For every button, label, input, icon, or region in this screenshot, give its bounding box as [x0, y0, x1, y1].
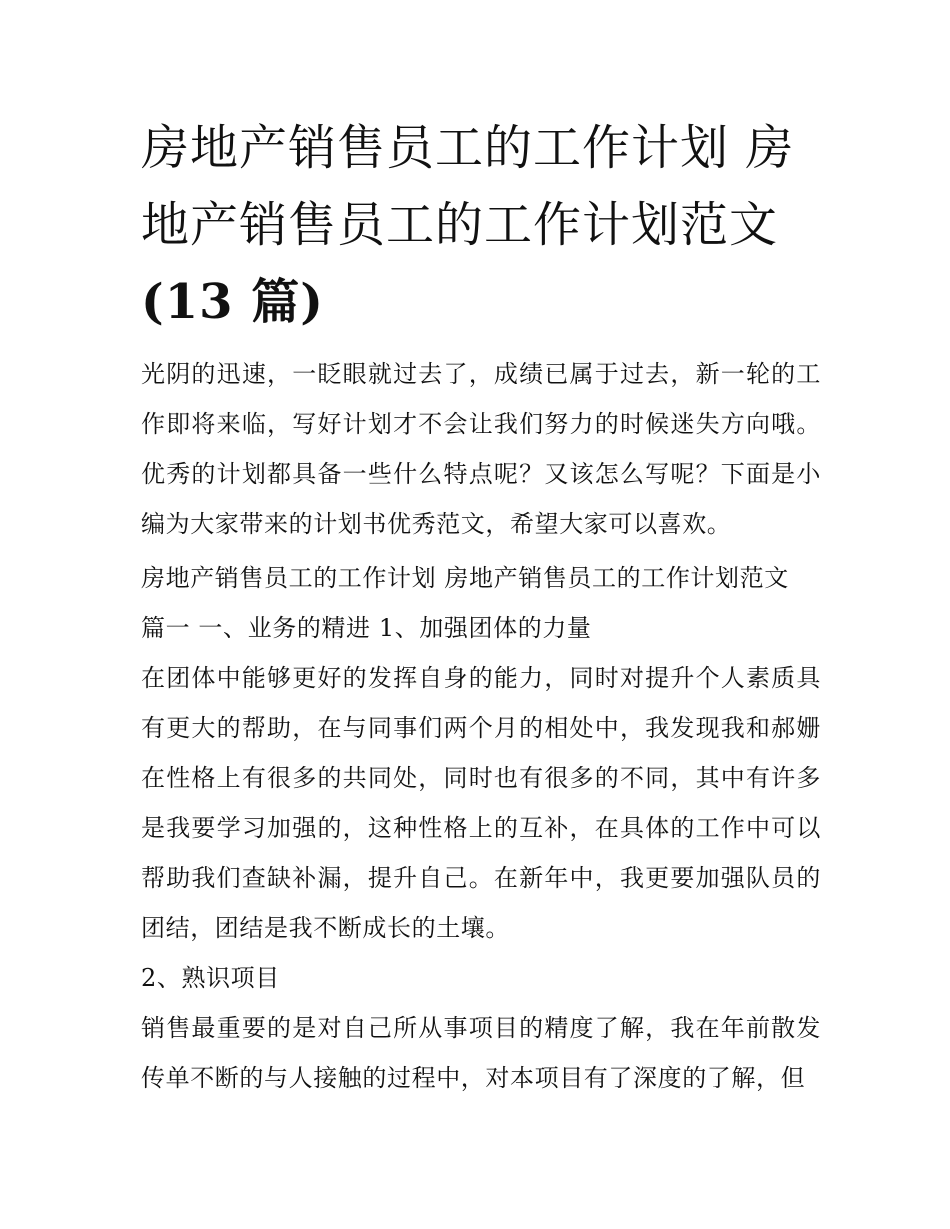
section-heading-line2: 篇一 一、业务的精进 1、加强团体的力量 — [141, 614, 592, 642]
title-main: 房地产销售员工的工作计划 房地产销售员工的工作计划范文 — [141, 120, 795, 253]
document-title — [141, 110, 821, 341]
item-2-heading: 2、熟识项目 — [141, 964, 280, 992]
body-paragraph-2: 销售最重要的是对自己所从事项目的精度了解，我在年前散发传单不断的与人接触的过程中，对本项目有了深度的了解，但 — [141, 1014, 821, 1092]
title-count: (13 篇) — [141, 274, 324, 330]
intro-paragraph: 光阴的迅速，一眨眼就过去了，成绩已属于过去，新一轮的工作即将来临，写好计划才不会让我们努力的时候迷失方向哦。优秀的计划都具备一些什么特点呢？又该怎么写呢？下面是小编为大家带来的计划书优秀范文，希望大家可以喜欢。 — [141, 360, 821, 538]
section-heading-line1: 房地产销售员工的工作计划 房地产销售员工的工作计划范文 — [141, 564, 789, 592]
document-page — [141, 110, 821, 1103]
body-paragraph-1: 在团体中能够更好的发挥自身的能力，同时对提升个人素质具有更大的帮助，在与同事们两个月的相处中，我发现我和郝姗在性格上有很多的共同处，同时也有很多的不同，其中有许多是我要学习加强的，这种性格上的互补，在具体的工作中可以帮助我们查缺补漏，提升自己。在新年中，我更要加强队员的团结，团结是我不断成长的土壤。 — [141, 664, 821, 942]
